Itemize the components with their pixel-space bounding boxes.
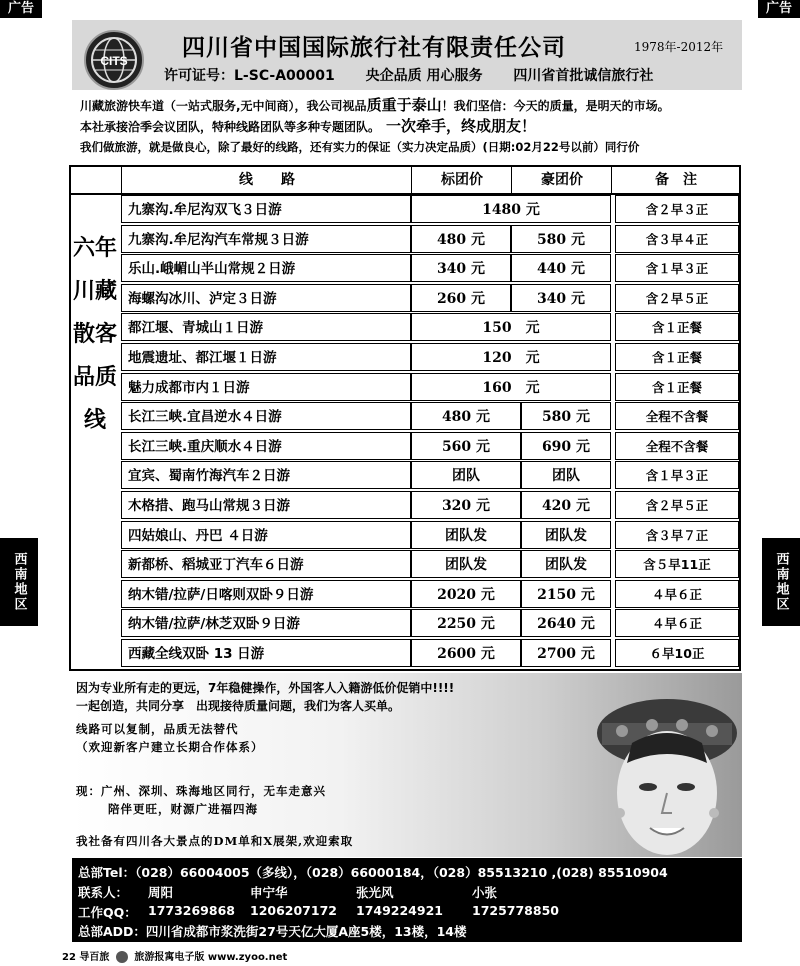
company-years: 1978年-2012年 (634, 40, 724, 54)
note-cell: ４早６正 (615, 609, 739, 637)
table-row (121, 432, 739, 460)
contact-panel (72, 858, 742, 942)
company-name: 四川省中国国际旅行社有限责任公司 (182, 34, 566, 61)
contact-person: 周阳 (148, 885, 174, 900)
intro-line-2 (80, 116, 740, 137)
promo-line-3: 线路可以复制，品质无法替代 (76, 722, 239, 736)
table-row (121, 343, 739, 371)
table-header (71, 167, 739, 195)
contact-person: 申宁华 (250, 885, 288, 900)
price-table (69, 165, 741, 671)
deluxe-price-cell: 2150 元 (521, 580, 611, 608)
company-header (72, 20, 742, 90)
promo-line-2: 一起创造，共同分享 出现接待质量问题，我们为客人买单。 (76, 699, 401, 713)
table-row (121, 491, 739, 519)
deluxe-price-cell: 团队发 (521, 521, 611, 549)
route-cell: 地震遗址、都江堰１日游 (121, 343, 411, 371)
side-tab-right: 西南地区 (762, 538, 800, 626)
standard-price-cell: 2600 元 (411, 639, 521, 667)
standard-price-cell: 260 元 (411, 284, 511, 312)
intro-line-1c: ！我们坚信：今天的质量，是明天的市场。 (441, 99, 670, 113)
honor: 四川省首批诚信旅行社 (513, 68, 654, 84)
vertical-title: 六年川藏散客品质线 (73, 235, 118, 433)
price-cell-merged: 1480 元 (411, 195, 611, 223)
route-cell: 九寨沟.牟尼沟双飞３日游 (121, 195, 411, 223)
qq-number: 1725778850 (472, 903, 559, 918)
standard-price-cell: 340 元 (411, 254, 511, 282)
route-cell: 魅力成都市内１日游 (121, 373, 411, 401)
route-cell: 都江堰、青城山１日游 (121, 313, 411, 341)
standard-price-cell: 480 元 (411, 402, 521, 430)
qq-number: 1206207172 (250, 903, 337, 918)
contact-qq (78, 903, 559, 921)
header-deluxe: 豪团价 (511, 167, 612, 193)
contact-person: 小张 (472, 885, 498, 900)
standard-price-cell: 560 元 (411, 432, 521, 460)
note-cell: 含１早３正 (615, 461, 739, 489)
promo-line-6: 陪伴更旺，财源广进福四海 (108, 802, 258, 816)
promo-area (72, 673, 742, 857)
contact-people-label: 联系人： (78, 885, 129, 900)
note-cell: 全程不含餐 (615, 432, 739, 460)
ad-label-left: 广告 (0, 0, 42, 18)
footer-site: 旅游报寓电子版 www.zyoo.net (134, 952, 288, 963)
table-row (121, 609, 739, 637)
standard-price-cell: 480 元 (411, 225, 511, 253)
deluxe-price-cell: 团队发 (521, 550, 611, 578)
standard-price-cell: 团队 (411, 461, 521, 489)
route-cell: 新都桥、稻城亚丁汽车６日游 (121, 550, 411, 578)
route-cell: 海螺沟冰川、泸定３日游 (121, 284, 411, 312)
note-cell: 含１正餐 (615, 343, 739, 371)
route-cell: 乐山.峨嵋山半山常规２日游 (121, 254, 411, 282)
deluxe-price-cell: 团队 (521, 461, 611, 489)
route-cell: 四姑娘山、丹巴 ４日游 (121, 521, 411, 549)
ad-label-right: 广告 (758, 0, 800, 18)
table-row (121, 550, 739, 578)
standard-price-cell: 2020 元 (411, 580, 521, 608)
table-row (121, 195, 739, 223)
intro-text (80, 95, 740, 157)
promo-line-1: 因为专业所有走的更远，7年稳健操作，外国客人入籍游低价促销中!!!! (76, 681, 455, 695)
promo-line-4: （欢迎新客户建立长期合作体系） (76, 740, 264, 754)
contact-qq-label: 工作QQ： (78, 905, 137, 920)
cits-logo (84, 30, 144, 90)
note-cell: 含１正餐 (615, 313, 739, 341)
table-row (121, 373, 739, 401)
section-name: 导百旅 (79, 952, 110, 963)
table-row (121, 254, 739, 282)
header-subline (164, 65, 679, 85)
page-footer (62, 948, 287, 963)
header-standard: 标团价 (411, 167, 512, 193)
table-row (121, 284, 739, 312)
license-number: 许可证号：L-SC-A00001 (164, 68, 335, 84)
deluxe-price-cell: 420 元 (521, 491, 611, 519)
route-cell: 纳木错/拉萨/林芝双卧９日游 (121, 609, 411, 637)
side-tab-left: 西南地区 (0, 538, 38, 626)
standard-price-cell: 团队发 (411, 550, 521, 578)
note-cell: 含３早４正 (615, 225, 739, 253)
note-cell: 含１正餐 (615, 373, 739, 401)
standard-price-cell: 320 元 (411, 491, 521, 519)
newspaper-logo-icon (116, 951, 128, 963)
qq-number: 1749224921 (356, 903, 443, 918)
page-number: 22 (62, 952, 76, 963)
intro-line-2a: 本社承接洽季会议团队，特种线路团队等多种专题团队。 (80, 120, 375, 134)
top-ad-bar (0, 0, 800, 18)
contact-person: 张光风 (356, 885, 394, 900)
qq-number: 1773269868 (148, 903, 235, 918)
price-cell-merged: 160 元 (411, 373, 611, 401)
note-cell: 含２早５正 (615, 491, 739, 519)
deluxe-price-cell: 2700 元 (521, 639, 611, 667)
contact-people (78, 883, 498, 901)
table-row (121, 225, 739, 253)
note-cell: 含３早７正 (615, 521, 739, 549)
note-cell: ４早６正 (615, 580, 739, 608)
table-row (121, 402, 739, 430)
slogan: 央企品质 用心服务 (365, 68, 483, 84)
header-note: 备 注 (611, 167, 740, 193)
globe-icon (86, 32, 142, 88)
price-cell-merged: 120 元 (411, 343, 611, 371)
route-cell: 宜宾、蜀南竹海汽车２日游 (121, 461, 411, 489)
route-cell: 木格措、跑马山常规３日游 (121, 491, 411, 519)
table-row (121, 461, 739, 489)
note-cell: 含５早11正 (615, 550, 739, 578)
note-cell: 含１早３正 (615, 254, 739, 282)
note-cell: 含２早３正 (615, 195, 739, 223)
intro-highlight: 质重于泰山 (366, 96, 442, 114)
table-row (121, 580, 739, 608)
note-cell: 含２早５正 (615, 284, 739, 312)
standard-price-cell: 2250 元 (411, 609, 521, 637)
intro-line-1a: 川藏旅游快车道（一站式服务,无中间商），我公司视品 (80, 99, 367, 113)
intro-line-3: 我们做旅游，就是做良心，除了最好的线路，还有实力的保证（实力决定品质）(日期:02月22号以前）同行价 (80, 140, 640, 154)
note-cell: 全程不含餐 (615, 402, 739, 430)
intro-motto: 一次牵手，终成朋友！ (386, 117, 537, 135)
note-cell: ６早10正 (615, 639, 739, 667)
table-row (121, 639, 739, 667)
intro-line-1 (80, 95, 740, 116)
deluxe-price-cell: 340 元 (511, 284, 611, 312)
deluxe-price-cell: 690 元 (521, 432, 611, 460)
price-cell-merged: 150 元 (411, 313, 611, 341)
route-cell: 纳木错/拉萨/日喀则双卧９日游 (121, 580, 411, 608)
deluxe-price-cell: 580 元 (521, 402, 611, 430)
deluxe-price-cell: 2640 元 (521, 609, 611, 637)
promo-line-5: 现：广州、深圳、珠海地区同行，无车走意兴 (76, 784, 326, 798)
route-cell: 长江三峡.宜昌逆水４日游 (121, 402, 411, 430)
logo-text: CITS (100, 54, 128, 68)
deluxe-price-cell: 440 元 (511, 254, 611, 282)
contact-address: 总部ADD：四川省成都市浆洗街27号天亿大厦A座5楼，13楼，14楼 (78, 924, 467, 939)
route-cell: 长江三峡.重庆顺水４日游 (121, 432, 411, 460)
route-cell: 九寨沟.牟尼沟汽车常规３日游 (121, 225, 411, 253)
woman-portrait-image (572, 683, 742, 857)
route-cell: 西藏全线双卧 13 日游 (121, 639, 411, 667)
deluxe-price-cell: 580 元 (511, 225, 611, 253)
table-row (121, 521, 739, 549)
table-row (121, 313, 739, 341)
contact-tel: 总部Tel：（028）66004005（多线），（028）66000184，（028）85513210 ,(028) 85510904 (78, 865, 668, 880)
standard-price-cell: 团队发 (411, 521, 521, 549)
header-route: 线 路 (121, 167, 412, 193)
promo-line-7: 我社备有四川各大景点的DM单和X展架,欢迎索取 (76, 834, 354, 848)
